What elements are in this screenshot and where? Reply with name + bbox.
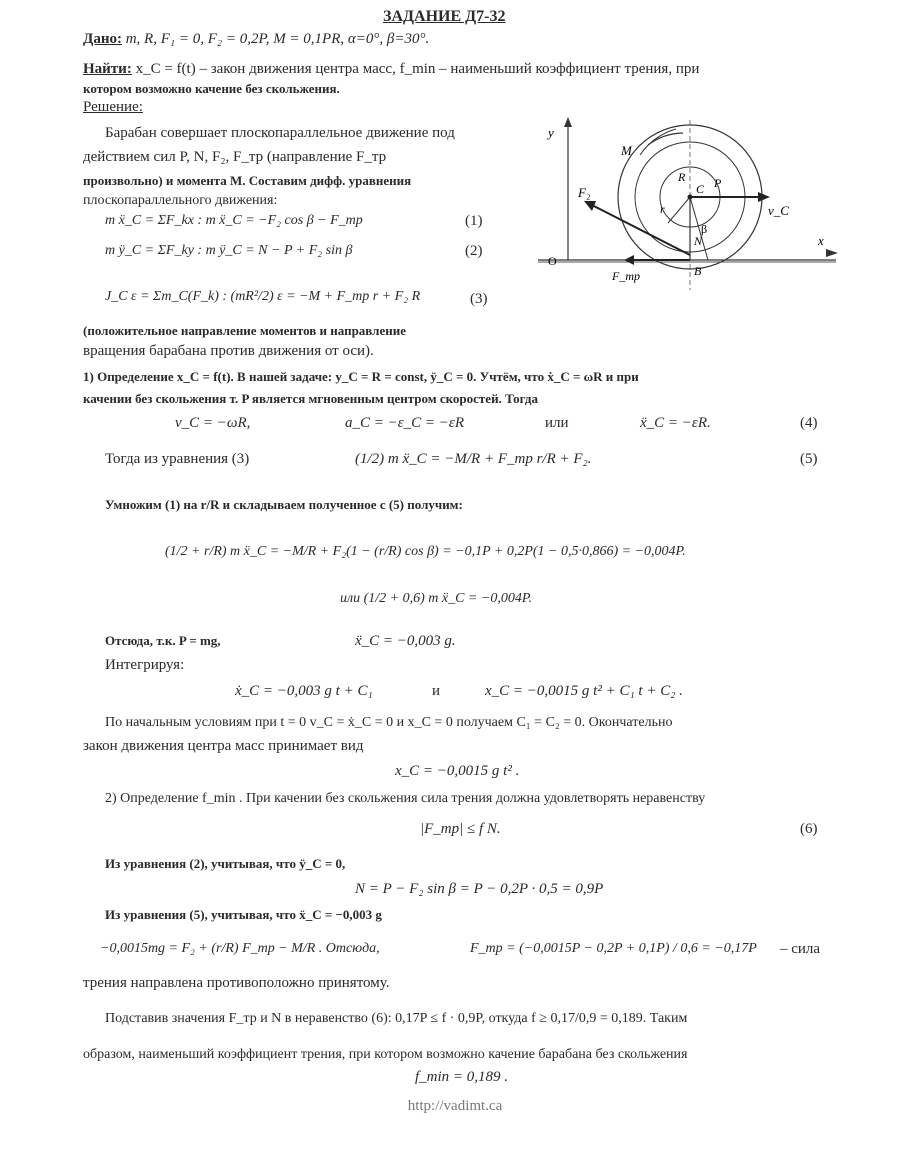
- equation-1-number: (1): [465, 213, 483, 229]
- equation-N: N = P − F₂ sin β = P − 0,2P · 0,5 = 0,9P: [355, 881, 604, 897]
- given-line: [83, 30, 429, 48]
- label-M: M: [621, 143, 632, 158]
- equation-3-number: (3): [470, 291, 488, 307]
- footer-url[interactable]: http://vadimt.ca: [407, 1098, 503, 1114]
- intro-line-1: Барабан совершает плоскопараллельное движение под: [105, 125, 455, 141]
- given-text: m, R, F₁ = 0, F₂ = 0,2P, M = 0,1PR, α=0°, β=30°.: [125, 31, 430, 47]
- label-y: y: [548, 125, 554, 140]
- intro-line-3: произвольно) и момента M. Составим дифф. уравнения: [83, 173, 412, 188]
- ftr-arrowhead: [624, 255, 634, 265]
- final-law: x_C = −0,0015 g t² .: [395, 763, 520, 779]
- eq4-c: ẍ_C = −εR.: [640, 415, 711, 431]
- label-N: N: [694, 234, 703, 248]
- eq4-number: (4): [800, 415, 818, 431]
- center-point: [688, 195, 693, 200]
- find-text: x_C = f(t) – закон движения центра масс, f_min – наименьший коэффициент трения, при: [135, 61, 700, 77]
- x-axis-arrow: [826, 249, 838, 257]
- label-O: O: [548, 254, 557, 268]
- part1-line-5-label: Отсюда, т.к. P = mg,: [105, 633, 221, 648]
- solution-label: Решение:: [83, 99, 143, 115]
- inequality-6: |F_тр| ≤ f N.: [420, 821, 501, 837]
- radius-r: [668, 197, 690, 223]
- eq5-number: (5): [800, 451, 818, 467]
- part1-line-3-label: Тогда из уравнения (3): [105, 451, 250, 467]
- equation-F-right: F_тр = (−0,0015P − 0,2P + 0,1P) / 0,6 = −0,17P: [470, 941, 757, 956]
- label-B: B: [694, 264, 702, 278]
- find-line: [83, 60, 699, 78]
- label-C: C: [696, 182, 705, 196]
- intro-line-2: действием сил P, N, F₂, F_тр (направление F_тр: [83, 149, 387, 165]
- note-line-2: вращения барабана против движения от оси).: [83, 343, 374, 359]
- eq4-or: или: [545, 415, 569, 431]
- result-fmin: f_min = 0,189 .: [415, 1069, 509, 1085]
- integral-2: x_C = −0,0015 g t² + C₁ t + C₂ .: [485, 683, 683, 699]
- eq4-b: a_C = −ε_C = −εR: [345, 415, 464, 431]
- part1-line-1: 1) Определение x_C = f(t). В нашей задаче: y_C = R = const, ÿ_C = 0. Учтём, что ẋ_C = ωR и при: [83, 369, 639, 384]
- integral-and: и: [432, 683, 441, 699]
- equation-3: J_C ε = Σm_C(F_k) : (mR²/2) ε = −M + F_тр r + F₂ R: [105, 289, 421, 304]
- part1-line-8: закон движения центра масс принимает вид: [83, 738, 364, 754]
- label-R: R: [678, 170, 686, 184]
- part2-line-5: Подставив значения F_тр и N в неравенство (6): 0,17P ≤ f · 0,9P, откуда f ≥ 0,17/0,9 = 0,189. Таким: [105, 1011, 688, 1026]
- equation-2: m ÿ_C = ΣF_ky : m ÿ_C = N − P + F₂ sin β: [105, 243, 353, 258]
- y-axis-arrow: [564, 117, 572, 127]
- inequality-6-number: (6): [800, 821, 818, 837]
- vc-arrowhead: [758, 192, 770, 202]
- intro-line-4: плоскопараллельного движения:: [83, 193, 278, 208]
- part1-line-7: По начальным условиям при t = 0 v_C = ẋ_C = 0 и x_C = 0 получаем C₁ = C₂ = 0. Окончательно: [105, 715, 673, 730]
- find-text-2: котором возможно качение без скольжения.: [83, 81, 340, 96]
- drum-diagram: [518, 115, 840, 290]
- part1-line-5-eq: ẍ_C = −0,003 g.: [355, 633, 456, 649]
- equation-F-left: −0,0015mg = F₂ + (r/R) F_тр − M/R . Отсюда,: [100, 941, 380, 956]
- note-line-1: (положительное направление моментов и направление: [83, 323, 406, 338]
- label-r: r: [660, 202, 665, 216]
- equation-F-tail: – сила: [780, 941, 821, 957]
- page-title: ЗАДАНИЕ Д7-32: [383, 8, 506, 25]
- label-x: x: [818, 233, 824, 248]
- part2-line-1: 2) Определение f_min . При качении без скольжения сила трения должна удовлетворять неравенству: [105, 791, 706, 806]
- part1-line-4: Умножим (1) на r/R и складываем полученное с (5) получим:: [105, 497, 463, 512]
- eq5: (1/2) m ẍ_C = −M/R + F_тр r/R + F₂.: [355, 451, 592, 467]
- find-label: Найти:: [83, 61, 132, 77]
- equation-2-number: (2): [465, 243, 483, 259]
- label-Ftr: F_тр: [612, 269, 640, 283]
- integral-1: ẋ_C = −0,003 g t + C₁: [235, 683, 373, 699]
- part2-line-3: Из уравнения (5), учитывая, что ẍ_C = −0,003 g: [105, 907, 382, 922]
- part1-line-2: качении без скольжения т. P является мгновенным центром скоростей. Тогда: [83, 391, 538, 406]
- part2-line-6: образом, наименьший коэффициент трения, при котором возможно качение барабана без скольжения: [83, 1047, 688, 1062]
- label-F2: F₂: [578, 185, 591, 200]
- label-P: P: [714, 176, 722, 190]
- part2-line-2: Из уравнения (2), учитывая, что ÿ_C = 0,: [105, 856, 346, 871]
- equation-1: m ẍ_C = ΣF_kx : m ẍ_C = −F₂ cos β − F_тр: [105, 213, 363, 228]
- given-label: Дано:: [83, 31, 122, 47]
- part1-line-6: Интегрируя:: [105, 657, 185, 673]
- eq6: (1/2 + r/R) m ẍ_C = −M/R + F₂(1 − (r/R) cos β) = −0,1P + 0,2P(1 − 0,5·0,866) = −0,004P.: [165, 544, 686, 559]
- label-beta: β: [701, 222, 708, 236]
- part2-line-4: трения направлена противоположно принятому.: [83, 975, 390, 991]
- eq7: или (1/2 + 0,6) m ẍ_C = −0,004P.: [340, 591, 533, 606]
- eq4-a: v_C = −ωR,: [175, 415, 251, 431]
- label-vC: v_C: [768, 203, 789, 218]
